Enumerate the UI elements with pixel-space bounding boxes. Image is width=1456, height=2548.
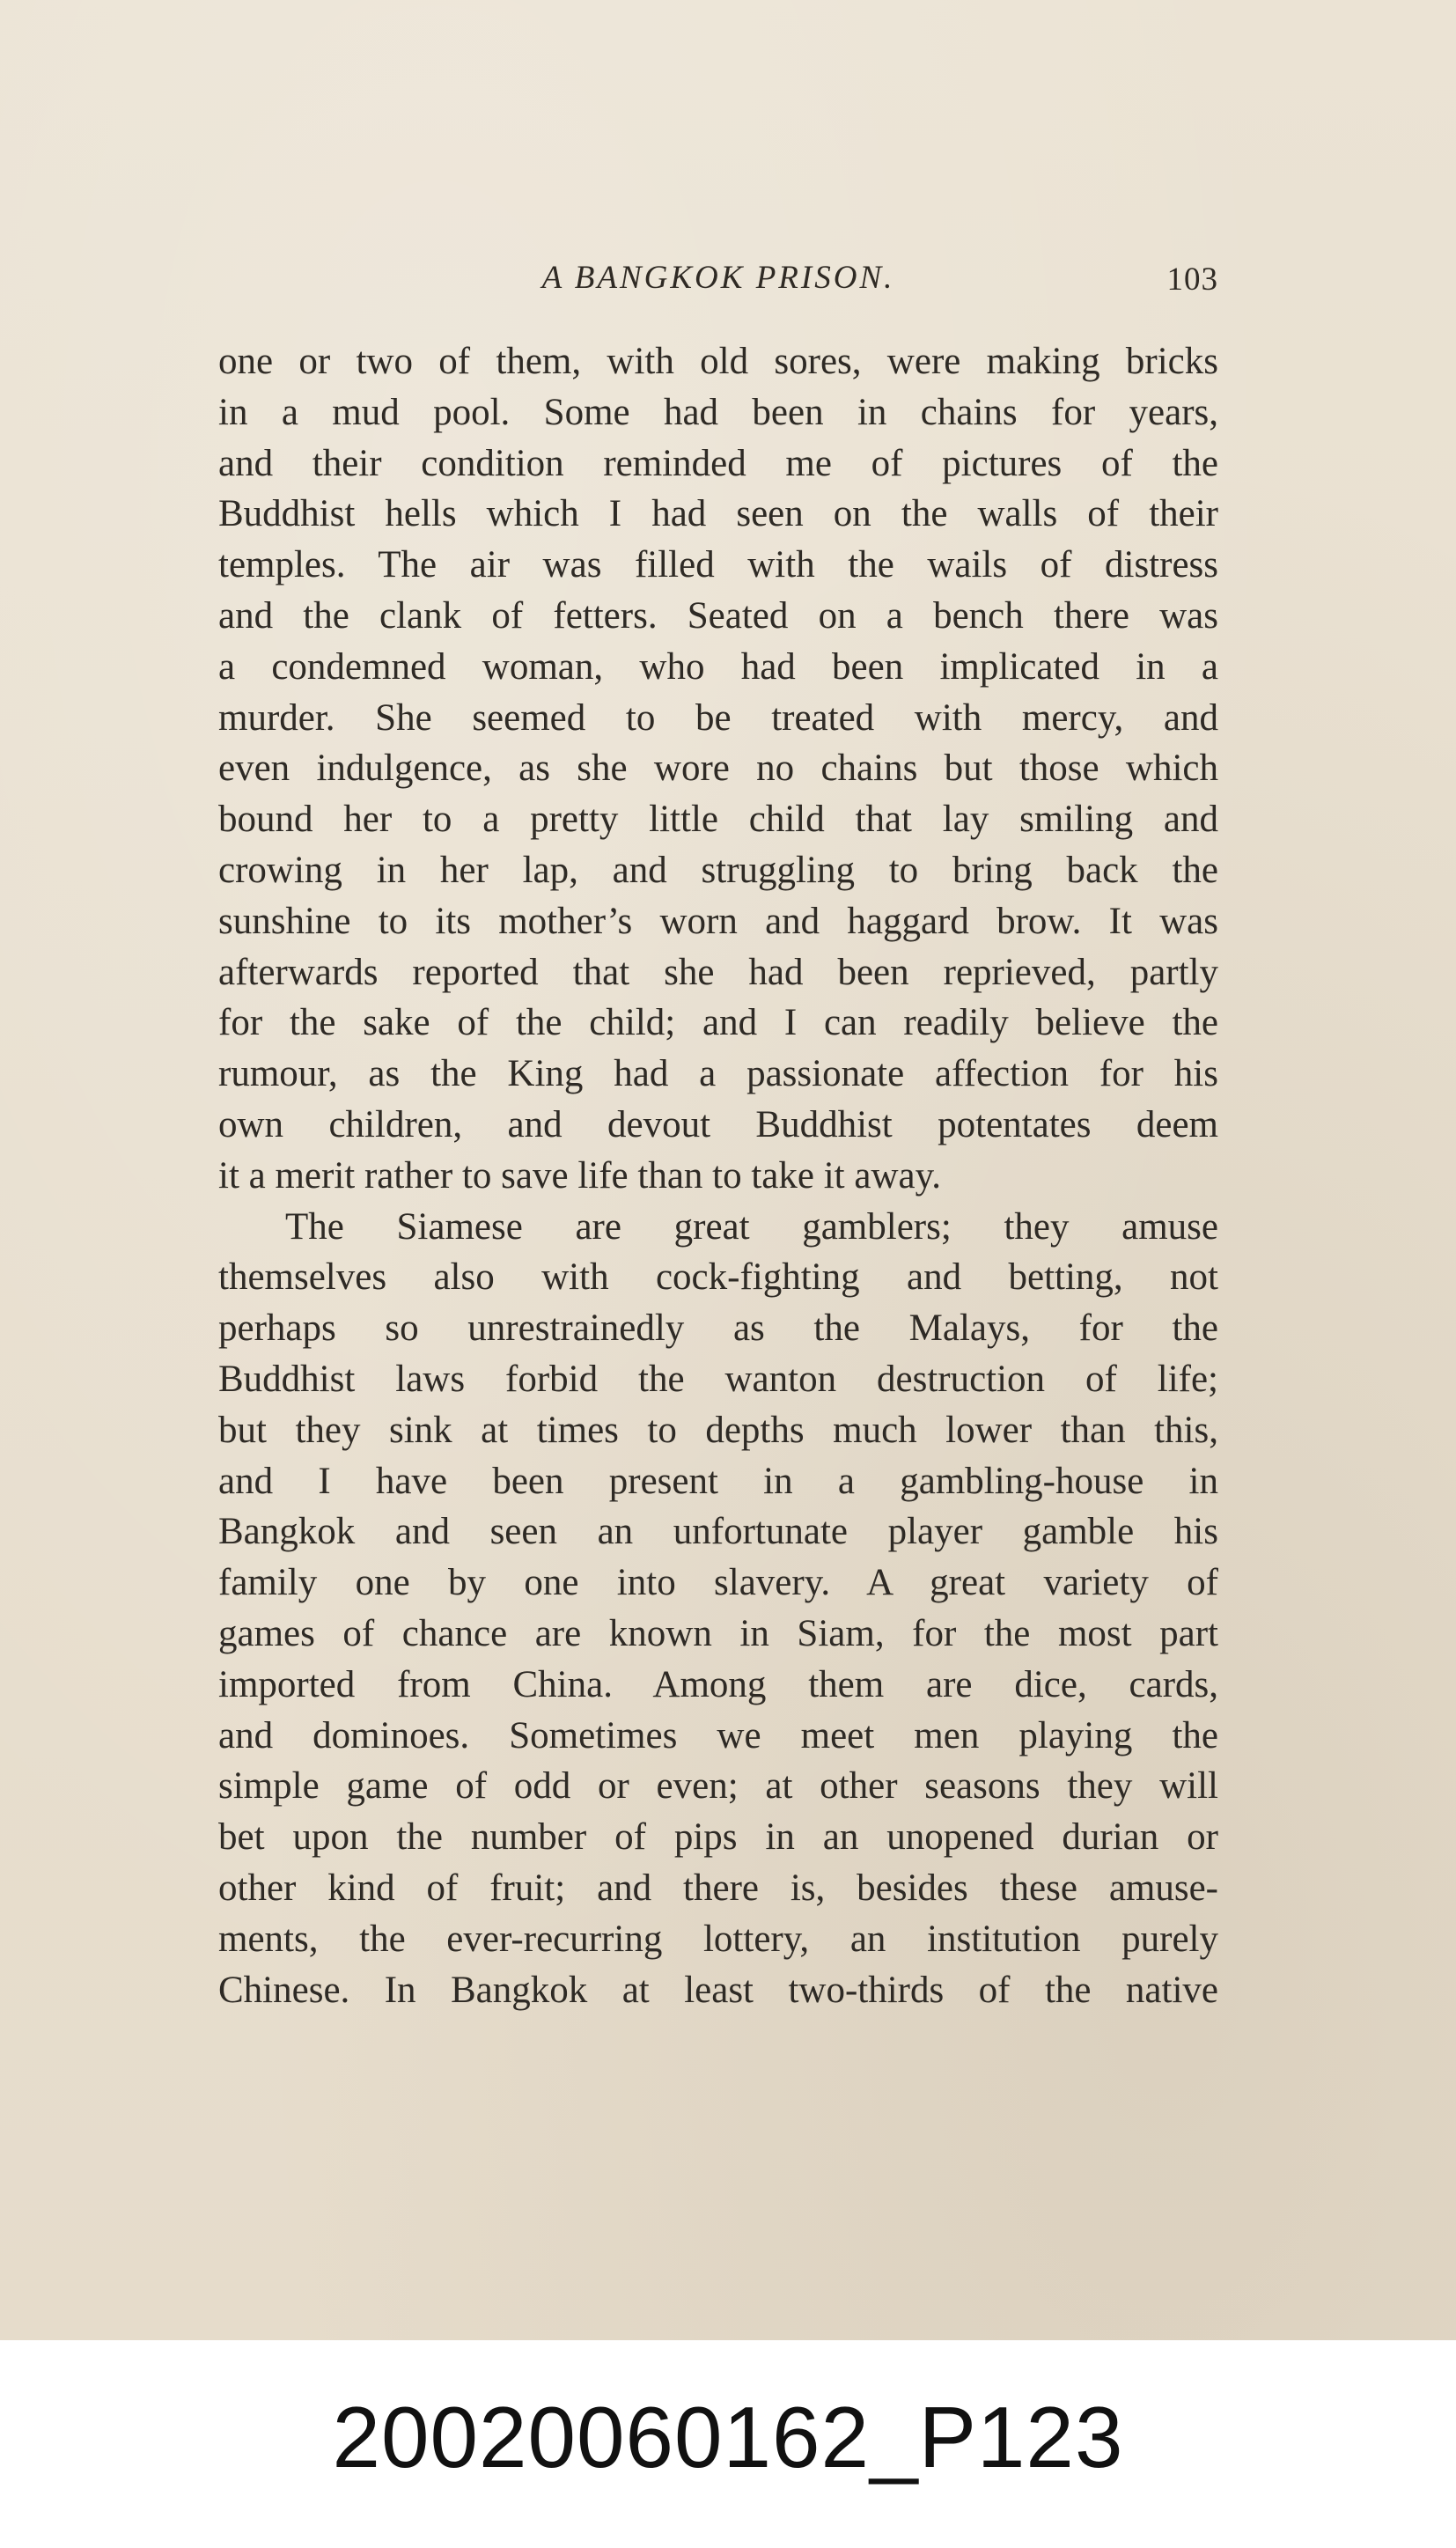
text-line: temples. The air was filled with the wails of distress: [218, 544, 1218, 586]
text-line: and the clank of fetters. Seated on a bench there was: [218, 594, 1218, 637]
text-line: even indulgence, as she wore no chains but those which: [218, 747, 1218, 790]
text-line: afterwards reported that she had been reprieved, partly: [218, 951, 1218, 993]
text-line: simple game of odd or even; at other seasons they will: [218, 1765, 1218, 1808]
text-line: imported from China. Among them are dice, cards,: [218, 1663, 1218, 1705]
text-line: but they sink at times to depths much lower than this,: [218, 1409, 1218, 1451]
text-line: for the sake of the child; and I can readily believe the: [218, 1002, 1218, 1044]
text-line: other kind of fruit; and there is, besides these amuse-: [218, 1867, 1218, 1909]
paragraph-end-line: it a merit rather to save life than to take it away.: [218, 1154, 942, 1197]
text-line: bet upon the number of pips in an unopened durian or: [218, 1816, 1218, 1859]
text-line: bound her to a pretty little child that lay smiling and: [218, 799, 1218, 841]
text-line: and their condition reminded me of pictures of the: [218, 442, 1218, 484]
body-text: [218, 336, 1218, 2015]
running-title: A BANGKOK PRISON.: [541, 260, 895, 296]
text-line: own children, and devout Buddhist potentates deem: [218, 1103, 1218, 1145]
text-line: Chinese. In Bangkok at least two-thirds of the native: [218, 1969, 1218, 2011]
text-line: rumour, as the King had a passionate affection for his: [218, 1053, 1218, 1095]
text-line: Buddhist hells which I had seen on the walls of their: [218, 493, 1218, 535]
text-line: a condemned woman, who had been implicated in a: [218, 645, 1218, 688]
page-number: 103: [1166, 261, 1218, 298]
text-line: Bangkok and seen an unfortunate player gamble his: [218, 1511, 1218, 1553]
text-line: murder. She seemed to be treated with mercy, and: [218, 696, 1218, 739]
running-head: [218, 259, 1218, 312]
text-line: crowing in her lap, and struggling to bring back the: [218, 849, 1218, 891]
text-line: games of chance are known in Siam, for the most part: [218, 1612, 1218, 1654]
text-line: in a mud pool. Some had been in chains for years,: [218, 391, 1218, 433]
text-line: and dominoes. Sometimes we meet men playing the: [218, 1714, 1218, 1756]
text-line: sunshine to its mother’s worn and haggard brow. It was: [218, 900, 1218, 942]
text-line: ments, the ever-recurring lottery, an institution purely: [218, 1918, 1218, 1960]
text-line: themselves also with cock-fighting and betting, not: [218, 1256, 1218, 1299]
text-line: and I have been present in a gambling-house in: [218, 1460, 1218, 1502]
text-line: family one by one into slavery. A great variety of: [218, 1562, 1218, 1604]
text-line: Buddhist laws forbid the wanton destruction of life;: [218, 1358, 1218, 1400]
paragraph-start-line: The Siamese are great gamblers; they amuse: [285, 1205, 1218, 1248]
catalog-id: 20020060162_P123: [332, 2389, 1124, 2485]
text-line: perhaps so unrestrainedly as the Malays, for the: [218, 1307, 1218, 1350]
text-line: one or two of them, with old sores, were making bricks: [218, 341, 1218, 382]
